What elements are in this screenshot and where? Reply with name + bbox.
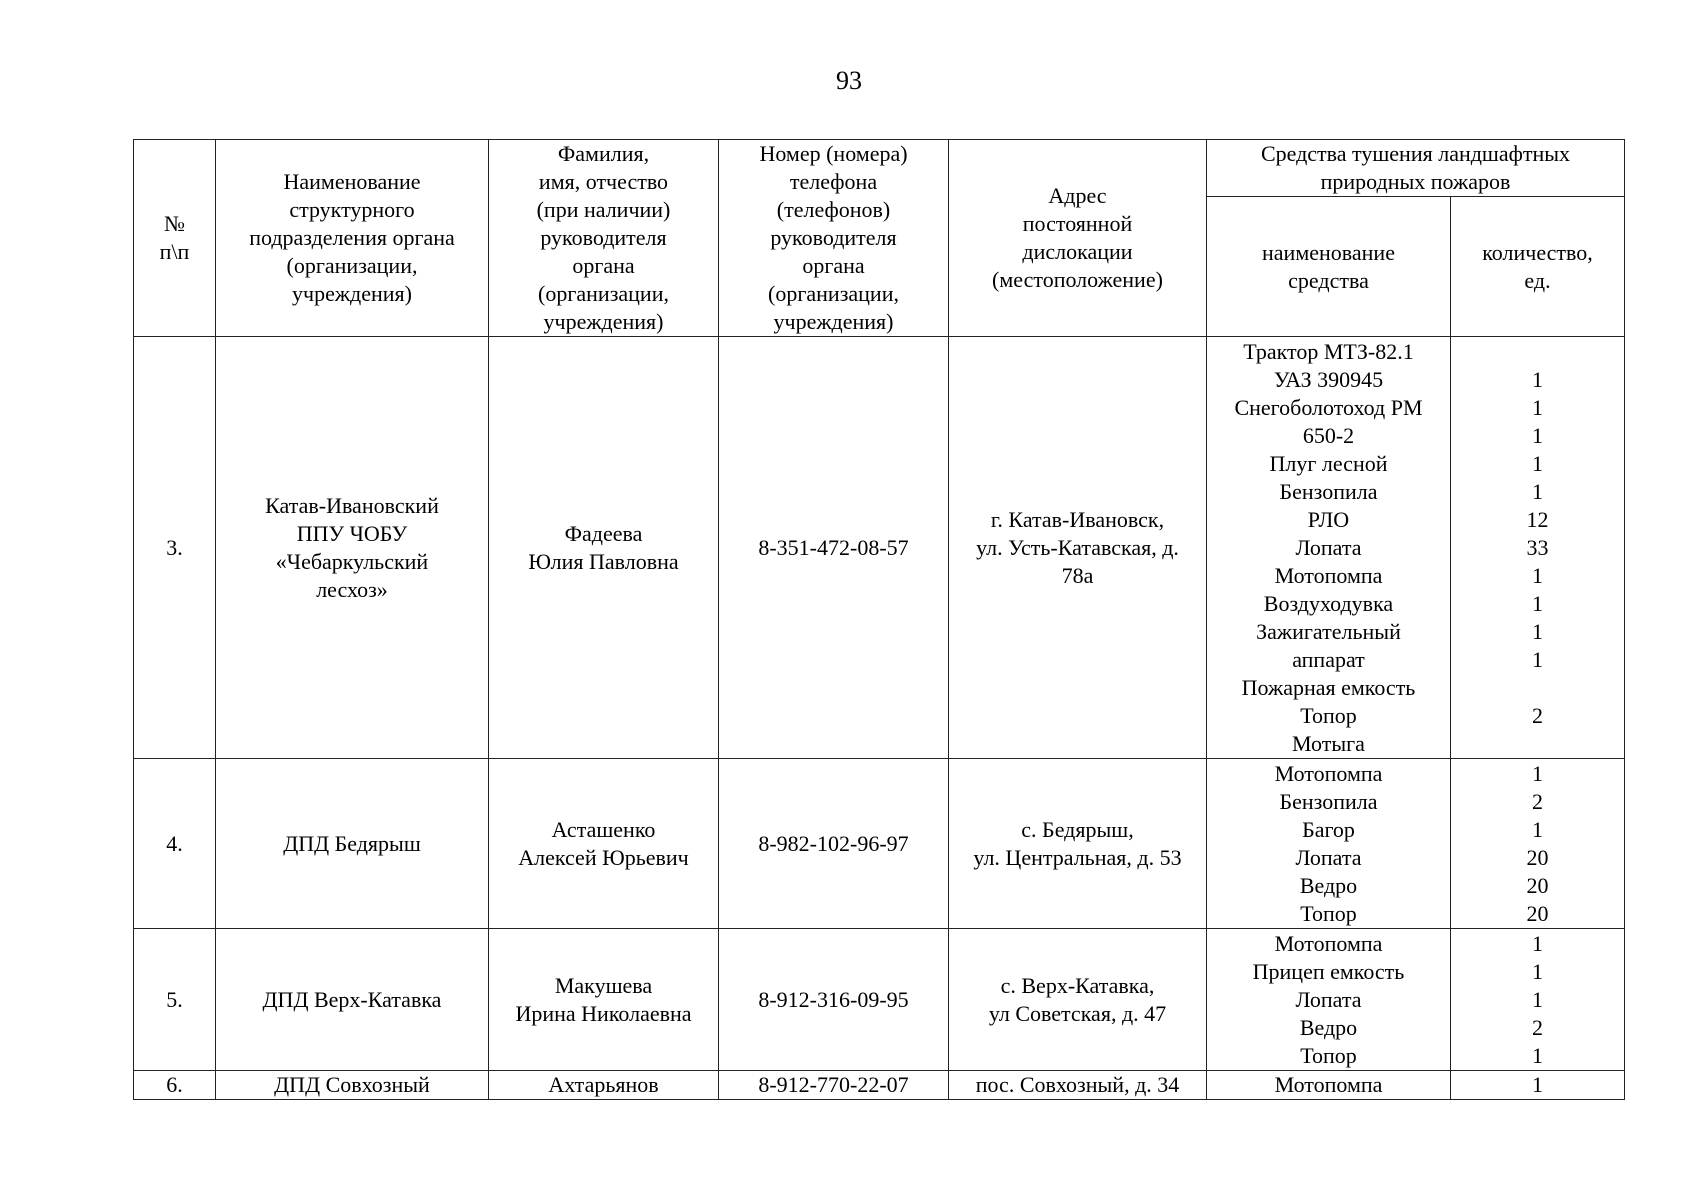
means-qty: 1 (1532, 395, 1543, 420)
means-qty: 1 (1532, 986, 1543, 1012)
means-qty: 12 (1526, 507, 1549, 532)
means-qty: 2 (1532, 703, 1543, 728)
means-qty: 1 (1532, 1042, 1543, 1068)
means-item: Пожарная емкость (1241, 675, 1416, 700)
means-item: Мотопомпа (1274, 563, 1383, 588)
means-qty: 1 (1532, 760, 1543, 786)
header-phone: Номер (номера) телефона (телефонов) руководителя органа (организации, учреждения) (719, 140, 949, 337)
means-qty: 1 (1532, 647, 1543, 672)
means-item: Бензопила (1279, 788, 1378, 814)
cell-head-name: Ахтарьянов (489, 1071, 719, 1100)
means-item: Снегоболотоход РМ (1234, 395, 1423, 420)
means-item: Бензопила (1279, 479, 1378, 504)
means-qty: 1 (1532, 451, 1543, 476)
means-qty: 1 (1532, 563, 1543, 588)
means-item: Ведро (1299, 1014, 1358, 1040)
means-qty: 1 (1532, 1072, 1543, 1097)
cell-org-name: ДПД Бедярыш (216, 759, 489, 929)
header-means-name: наименование средства (1207, 197, 1451, 337)
cell-means-names (1207, 929, 1451, 1071)
means-qty: 20 (1526, 900, 1549, 926)
means-qty (1455, 730, 1620, 758)
means-item: Зажигательный (1256, 619, 1401, 644)
means-qty (1455, 338, 1620, 366)
cell-head-name: Фадеева Юлия Павловна (489, 337, 719, 759)
header-means-group: Средства тушения ландшафтных природных пожаров (1207, 140, 1625, 197)
cell-phone: 8-912-770-22-07 (719, 1071, 949, 1100)
page-number: 93 (836, 66, 862, 95)
header-head: Фамилия, имя, отчество (при наличии) руководителя органа (организации, учреждения) (489, 140, 719, 337)
means-qty: 1 (1532, 930, 1543, 956)
means-item: Лопата (1295, 535, 1362, 560)
means-qty: 2 (1532, 1014, 1543, 1040)
cell-num: 5. (134, 929, 216, 1071)
cell-means-qtys (1451, 929, 1625, 1071)
means-item: Лопата (1295, 986, 1362, 1012)
cell-head-name: Асташенко Алексей Юрьевич (489, 759, 719, 929)
table-row (134, 929, 1625, 1071)
means-item: Трактор МТЗ-82.1 (1243, 339, 1414, 364)
table-row (134, 337, 1625, 759)
cell-address: г. Катав-Ивановск, ул. Усть-Катавская, д. 78а (949, 337, 1207, 759)
cell-phone: 8-982-102-96-97 (719, 759, 949, 929)
cell-phone: 8-351-472-08-57 (719, 337, 949, 759)
means-qty: 20 (1526, 872, 1549, 898)
means-item: Топор (1300, 900, 1357, 926)
means-item: Топор (1300, 703, 1357, 728)
cell-address: с. Верх-Катавка, ул Советская, д. 47 (949, 929, 1207, 1071)
cell-address: с. Бедярыш, ул. Центральная, д. 53 (949, 759, 1207, 929)
means-qty: 1 (1532, 619, 1543, 644)
means-qty: 1 (1532, 591, 1543, 616)
cell-head-name: Макушева Ирина Николаевна (489, 929, 719, 1071)
means-item: аппарат (1292, 647, 1365, 672)
header-means-qty: количество, ед. (1451, 197, 1625, 337)
cell-means-qtys (1451, 1071, 1625, 1100)
cell-org-name: ДПД Совхозный (216, 1071, 489, 1100)
means-qty: 2 (1532, 788, 1543, 814)
means-qty (1455, 674, 1620, 702)
header-num: № п\п (134, 140, 216, 337)
means-item: РЛО (1307, 507, 1350, 532)
table-row (134, 1071, 1625, 1100)
means-item: Мотопомпа (1274, 760, 1383, 786)
means-item: Прицеп емкость (1252, 958, 1405, 984)
cell-num: 6. (134, 1071, 216, 1100)
means-item: Мотыга (1292, 731, 1365, 756)
cell-means-qtys (1451, 759, 1625, 929)
means-item: Багор (1302, 816, 1355, 842)
means-qty: 1 (1532, 367, 1543, 392)
means-item: Воздуходувка (1263, 591, 1394, 616)
means-qty: 1 (1532, 423, 1543, 448)
means-qty: 20 (1526, 844, 1549, 870)
means-qty: 1 (1532, 479, 1543, 504)
means-item: Мотопомпа (1274, 930, 1383, 956)
cell-num: 4. (134, 759, 216, 929)
header-address: Адрес постоянной дислокации (местоположение) (949, 140, 1207, 337)
cell-means-names (1207, 1071, 1451, 1100)
header-row-top (134, 140, 1625, 197)
means-qty: 1 (1532, 958, 1543, 984)
cell-address: пос. Совхозный, д. 34 (949, 1071, 1207, 1100)
cell-org-name: Катав-Ивановский ППУ ЧОБУ «Чебаркульский лесхоз» (216, 337, 489, 759)
means-item: Ведро (1299, 872, 1358, 898)
cell-num: 3. (134, 337, 216, 759)
means-item: Топор (1300, 1042, 1357, 1068)
means-item: Плуг лесной (1269, 451, 1388, 476)
resources-table (133, 139, 1625, 1100)
table-row (134, 759, 1625, 929)
cell-means-names (1207, 337, 1451, 759)
means-qty: 1 (1532, 816, 1543, 842)
cell-means-qtys (1451, 337, 1625, 759)
means-item: Лопата (1295, 844, 1362, 870)
cell-phone: 8-912-316-09-95 (719, 929, 949, 1071)
means-item: Мотопомпа (1274, 1072, 1383, 1097)
header-name: Наименование структурного подразделения органа (организации, учреждения) (216, 140, 489, 337)
means-item: 650-2 (1302, 423, 1355, 448)
cell-means-names (1207, 759, 1451, 929)
means-item: УАЗ 390945 (1273, 367, 1384, 392)
cell-org-name: ДПД Верх-Катавка (216, 929, 489, 1071)
means-qty: 33 (1526, 535, 1549, 560)
